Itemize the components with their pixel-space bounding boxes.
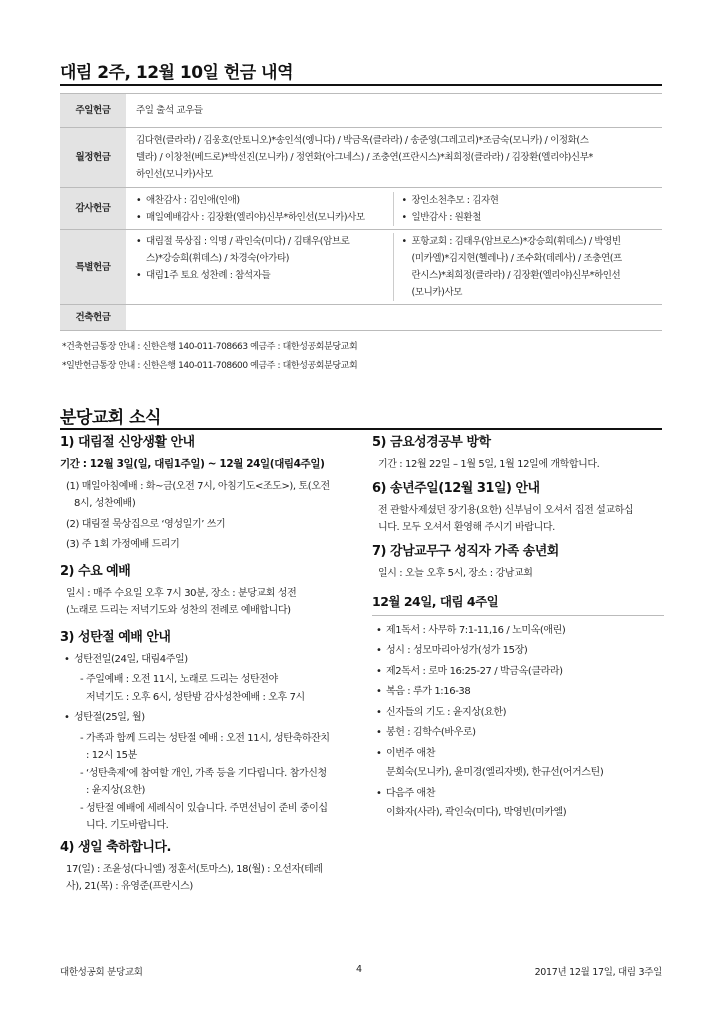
text-line: 기간 : 12월 22일 – 1월 5일, 1월 12일에 개학합니다. bbox=[378, 459, 600, 470]
text-line: 사), 21(목) : 유영준(프란시스) bbox=[66, 881, 193, 892]
footer-date: 2017년 12월 17일, 대림 3주일 bbox=[534, 967, 662, 978]
text-line: (1) 매일아침예배 : 화~금(오전 7시, 아침기도<조도>), 토(오전 bbox=[66, 480, 330, 492]
row-label: 주일헌금 bbox=[60, 94, 126, 128]
list-item: • 이번주 애찬 bbox=[372, 745, 664, 763]
text-line: 일시 : 오늘 오후 5시, 장소 : 강남교회 bbox=[378, 567, 533, 579]
offering-title-rule bbox=[60, 84, 662, 86]
row-value: 주일 출석 교우들 bbox=[126, 94, 662, 128]
offering-title: 대림 2주, 12월 10일 헌금 내역 bbox=[60, 63, 293, 83]
news-heading: 4) 생일 축하합니다. bbox=[60, 839, 171, 855]
text-line: (3) 주 1회 가정예배 드리기 bbox=[66, 539, 180, 550]
offering-table bbox=[60, 93, 662, 331]
text-line: 하인선(모니카)사모 bbox=[136, 169, 213, 180]
news-right-column bbox=[372, 433, 664, 822]
bullet-icon: • bbox=[376, 747, 382, 759]
news-heading: 3) 성탄절 예배 안내 bbox=[60, 629, 171, 645]
news-heading: 6) 송년주일(12월 31일) 안내 bbox=[372, 480, 540, 496]
list-item: • 애찬감사 : 김인애(인애) bbox=[136, 192, 387, 209]
text-line: 니다. 모두 오셔서 환영해 주시기 바랍니다. bbox=[378, 522, 555, 533]
text-line: - 가족과 함께 드리는 성탄절 예배 : 오전 11시, 성탄축하잔치 bbox=[80, 732, 330, 744]
list-item: • 대림절 묵상집 : 익명 / 곽인숙(미다) / 김태우(암브로 스)*강승희(휘데스) / 차경숙(아가타) bbox=[136, 233, 387, 267]
list-item: • 성탄절(25일, 월) bbox=[60, 709, 356, 727]
text-line: 김다현(클라라) / 김웅호(안토니오)*송인석(엥니다) / 박금옥(클라라) / 송준영(그레고리)*조금숙(모니카) / 이정화(스 bbox=[136, 135, 589, 146]
text-line: - 주일예배 : 오전 11시, 노래로 드리는 성탄전야 bbox=[80, 674, 278, 685]
list-item: • 성탄전일(24일, 대림4주일) bbox=[60, 651, 356, 669]
row-value bbox=[126, 305, 662, 331]
bullet-icon: • bbox=[136, 211, 142, 223]
row-label: 월정헌금 bbox=[60, 128, 126, 188]
week-heading-rule bbox=[372, 615, 664, 616]
list-item: • 매일예배감사 : 김장환(엘리야)신부*하인선(모니카)사모 bbox=[136, 209, 387, 226]
offering-row-monthly bbox=[60, 128, 662, 188]
row-label: 감사헌금 bbox=[60, 188, 126, 230]
account-note: *일반헌금통장 안내 : 신한은행 140-011-708600 예금주 : 대한성공회분당교회 bbox=[62, 361, 358, 371]
offering-row-building bbox=[60, 305, 662, 331]
news-title: 분당교회 소식 bbox=[60, 408, 161, 428]
list-item: • 일반감사 : 원환철 bbox=[402, 209, 653, 226]
row-value bbox=[126, 230, 662, 305]
text-line: - 성탄절 예배에 세례식이 있습니다. 주면선님이 준비 중이십 bbox=[80, 802, 328, 814]
list-item: • 다음주 애찬 bbox=[372, 785, 664, 803]
offering-row-sunday bbox=[60, 94, 662, 128]
text-line: 저녁기도 : 오후 6시, 성탄밤 감사성찬예배 : 오후 7시 bbox=[86, 691, 305, 703]
period-text: 기간 : 12월 3일(일, 대림1주일) ~ 12월 24일(대림4주일) bbox=[60, 458, 325, 470]
bullet-icon: • bbox=[376, 686, 382, 697]
bullet-icon: • bbox=[376, 727, 382, 738]
text-line: 텔라) / 이창천(베드로)*박선진(모니카) / 정연화(아그네스) / 조충연(프란시스)*최희정(클라라) / 김장환(엘리야)신부* bbox=[136, 152, 593, 163]
list-item: • 봉헌 : 김학수(바우로) bbox=[372, 724, 664, 742]
text-line: 17(일) : 조윤성(다니엘) 정훈서(토마스), 18(월) : 오선자(테레 bbox=[66, 863, 323, 875]
bullet-icon: • bbox=[64, 712, 70, 723]
list-item: • 대림1주 토요 성찬례 : 참석자들 bbox=[136, 267, 387, 284]
row-label: 특별헌금 bbox=[60, 230, 126, 305]
bullet-icon: • bbox=[376, 787, 382, 799]
list-item: • 성시 : 성모마리아성가(성가 15장) bbox=[372, 642, 664, 660]
week-heading: 12월 24일, 대림 4주일 bbox=[372, 594, 499, 609]
news-heading: 2) 수요 예배 bbox=[60, 563, 131, 579]
text-line: : 윤지상(요한) bbox=[86, 785, 146, 796]
news-heading: 5) 금요성경공부 방학 bbox=[372, 435, 491, 450]
bullet-icon: • bbox=[376, 645, 382, 656]
list-item: • 장인소천추모 : 김자현 bbox=[402, 192, 653, 209]
bullet-icon: • bbox=[401, 236, 407, 247]
account-note: *건축헌금통장 안내 : 신한은행 140-011-708663 예금주 : 대한성공회분당교회 bbox=[62, 342, 358, 352]
row-value bbox=[126, 188, 662, 230]
text-line: 이화자(사라), 곽인숙(미다), 박영빈(미카엘) bbox=[386, 807, 567, 818]
text-line: : 12시 15분 bbox=[86, 750, 137, 761]
text-line: - ‘성탄축제’에 참여할 개인, 가족 등을 기다립니다. 참가신청 bbox=[80, 767, 327, 779]
list-item: • 제2독서 : 로마 16:25-27 / 박금옥(클라라) bbox=[372, 663, 664, 681]
bullet-icon: • bbox=[64, 653, 70, 665]
bullet-icon: • bbox=[376, 665, 382, 677]
text-line: (2) 대림절 묵상집으로 ‘영성일기’ 쓰기 bbox=[66, 518, 226, 530]
bullet-icon: • bbox=[401, 211, 407, 223]
text-line: 니다. 기도바랍니다. bbox=[86, 820, 169, 831]
text-line: 8시, 성찬예배) bbox=[74, 498, 136, 509]
footer-page-number: 4 bbox=[356, 964, 362, 975]
text-line: 전 관할사제셨던 장기용(요한) 신부님이 오셔서 집전 설교하십 bbox=[378, 504, 634, 516]
bullet-icon: • bbox=[376, 706, 382, 718]
list-item: • 제1독서 : 사무하 7:1-11,16 / 노미옥(애린) bbox=[372, 622, 664, 640]
bullet-icon: • bbox=[136, 194, 142, 206]
bullet-icon: • bbox=[401, 194, 407, 206]
offering-row-thanks bbox=[60, 188, 662, 230]
news-left-column bbox=[60, 433, 356, 896]
offering-row-special bbox=[60, 230, 662, 305]
list-item: • 신자들의 기도 : 윤지상(요한) bbox=[372, 704, 664, 722]
list-item: • 복음 : 루가 1:16-38 bbox=[372, 683, 664, 701]
news-heading: 7) 강남교무구 성직자 가족 송년회 bbox=[372, 543, 559, 559]
bullet-icon: • bbox=[376, 624, 382, 636]
bullet-icon: • bbox=[136, 270, 142, 281]
text-line: (노래로 드리는 저녁기도와 성찬의 전례로 예배합니다) bbox=[66, 605, 291, 616]
bullet-icon: • bbox=[136, 236, 142, 247]
text-line: 문희숙(모니카), 윤미경(엘리자벳), 한규선(어거스틴) bbox=[386, 767, 604, 778]
row-label: 건축헌금 bbox=[60, 305, 126, 331]
row-value bbox=[126, 128, 662, 188]
news-title-rule bbox=[60, 428, 662, 430]
footer-church-name: 대한성공회 분당교회 bbox=[60, 967, 143, 978]
news-heading: 1) 대림절 신앙생활 안내 bbox=[60, 435, 195, 450]
list-item: • 포항교회 : 김태우(암브로스)*강승희(휘데스) / 박영빈 (미카엘)*김지현(헬레나) / 조수화(데레사) / 조충연(프 란시스)*최희정(클라라) / 김장환(엘리야)신부*하인선 (모니카)사모 bbox=[402, 233, 653, 301]
text-line: 일시 : 매주 수요일 오후 7시 30분, 장소 : 분당교회 성전 bbox=[66, 587, 297, 599]
